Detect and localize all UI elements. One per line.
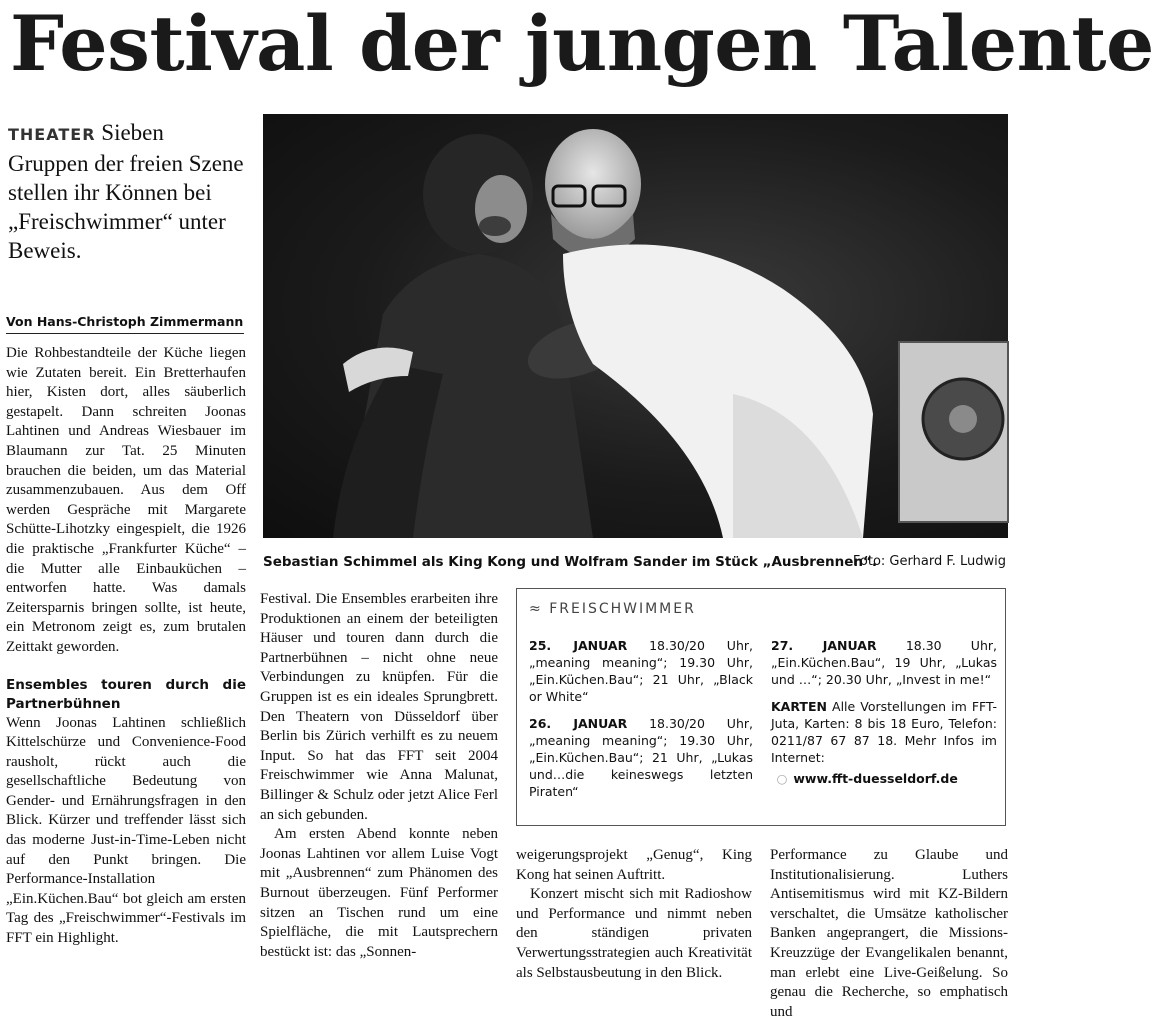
paragraph: Am ersten Abend konnte neben Joonas Lahtinen vor allem Luise Vogt mit „Ausbrennen“ zum Phänomen des Burnout überzeugen. Fünf Performer sitzen an Tischen rund um eine Spielfläche, die mit Lautsprechern bestückt ist: das „Sonnen-: [260, 826, 498, 960]
event-infobox: [516, 588, 1006, 826]
lead: [8, 118, 248, 265]
article-column-1: [6, 344, 246, 1023]
lead-text: Sieben Gruppen der freien Szene stellen ihr Können bei „Freischwimmer“ unter Beweis.: [8, 120, 244, 263]
paragraph: Wenn Joonas Lahtinen schließlich Kittelschürze und Convenience-Food rausholt, rückt auch die gesellschaftliche Bedeutung von Gender- und Ernährungsfragen in den Blick. Kürzer und treffender lässt sich das moderne Just-in-Time-Leben nicht auf den Punkt bringen. Die Performance-Installation „Ein.Küchen.Bau“ bot gleich am ersten Tag des „Freischwimmer“-Festivals im FFT ein Highlight.: [6, 714, 246, 947]
article-column-3: [516, 846, 752, 1023]
photo-caption: Sebastian Schimmel als King Kong und Wolfram Sander im Stück „Ausbrennen“.: [263, 554, 877, 570]
man-figure: [545, 129, 873, 538]
infobox-right-column: [771, 637, 997, 787]
website-link-row[interactable]: [771, 770, 997, 787]
article-column-4: [770, 846, 1008, 1023]
photo-illustration: [263, 114, 1008, 538]
tickets-entry: KARTEN Alle Vorstellungen im FFT-Juta, Karten: 8 bis 18 Euro, Telefon: 0211/87 67 87 18. Mehr Infos im Internet:: [771, 699, 997, 765]
wave-icon: ≈: [529, 601, 543, 617]
paragraph: Festival. Die Ensembles erarbeiten ihre Produktionen an einem der beteiligten Häuser und touren dann durch die Partnerbühnen – nicht ohne neue Verbindungen zu knüpfen. Für die Gruppen ist es ein ideales Sprungbrett. Den Theatern von Düsseldorf über Berlin bis Zürich verhilft es zu neuem Input. So hat das FFT seit 2004 Freischwimmer wie Anna Malunat, Billinger & Schulz oder jetzt Alice Ferl an sich gebunden.: [260, 591, 498, 823]
article-photo: [263, 114, 1008, 538]
headline: Festival der jungen Talente: [10, 0, 1154, 88]
paragraph: Die Rohbestandteile der Küche liegen wie Zutaten bereit. Ein Bretterhaufen hier, Kisten dort, alles säuberlich gestapelt. Dann schreiten Joonas Lahtinen und Andreas Wiesbauer im Blaumann zur Tat. 25 Minuten brauchen die beiden, um das Material zusammenzubauen. Aus dem Off werden Gespräche mit Margarete Schütte-Lihotzky eingespielt, die 1926 die praktische „Frankfurter Küche“ – die Mutter alle Einbauküchen – entworfen hatte. Was damals Zeitersparnis bringen sollte, ist heute, ein Metronom zeigt es, zum brutalen Zeittakt geworden.: [6, 345, 246, 655]
infobox-title: ≈ FREISCHWIMMER: [529, 601, 696, 617]
subheading: Ensembles touren durch die Partnerbühnen: [6, 676, 246, 712]
article-column-2: [260, 590, 498, 1023]
paragraph: Performance zu Glaube und Institutionalisierung. Luthers Antisemitismus wird mit KZ-Bildern verschaltet, die Umsätze katholischer Banken angeprangert, die Missions-Kreuzzüge der Evangelikalen benannt, man erlebt eine Live-Geißelung. So genau die Recherche, so emphatisch und: [770, 847, 1008, 1020]
infobox-left-column: [529, 637, 753, 810]
photo-caption-row: [263, 552, 1008, 574]
website-link[interactable]: www.fft-duesseldorf.de: [793, 771, 958, 786]
paragraph: weigerungsprojekt „Genug“, King Kong hat seinen Auftritt.: [516, 847, 752, 883]
byline: Von Hans-Christoph Zimmermann: [6, 314, 244, 334]
schedule-entry: 27. JANUAR 18.30 Uhr, „Ein.Küchen.Bau“, 19 Uhr, „Lukas und …“; 20.30 Uhr, „Invest in me!“: [771, 638, 997, 687]
paragraph: Konzert mischt sich mit Radioshow und Performance und nimmt neben den ständigen privaten Verwertungsstrategien auch Kreativität als Selbstausbeutung in den Blick.: [516, 886, 752, 981]
schedule-entry: 25. JANUAR 18.30/20 Uhr, „meaning meaning“; 19.30 Uhr, „Ein.Küchen.Bau“; 21 Uhr, „Black or White“: [529, 638, 753, 704]
schedule-entry: 26. JANUAR 18.30/20 Uhr, „meaning meaning“; 19.30 Uhr, „Ein.Küchen.Bau“; 21 Uhr, „Lukas und…die keineswegs letzten Piraten“: [529, 716, 753, 799]
section-kicker: THEATER: [8, 125, 96, 144]
photo-credit: Foto: Gerhard F. Ludwig: [852, 554, 1006, 569]
globe-icon: ○: [776, 771, 788, 786]
loudspeaker: [899, 342, 1008, 522]
